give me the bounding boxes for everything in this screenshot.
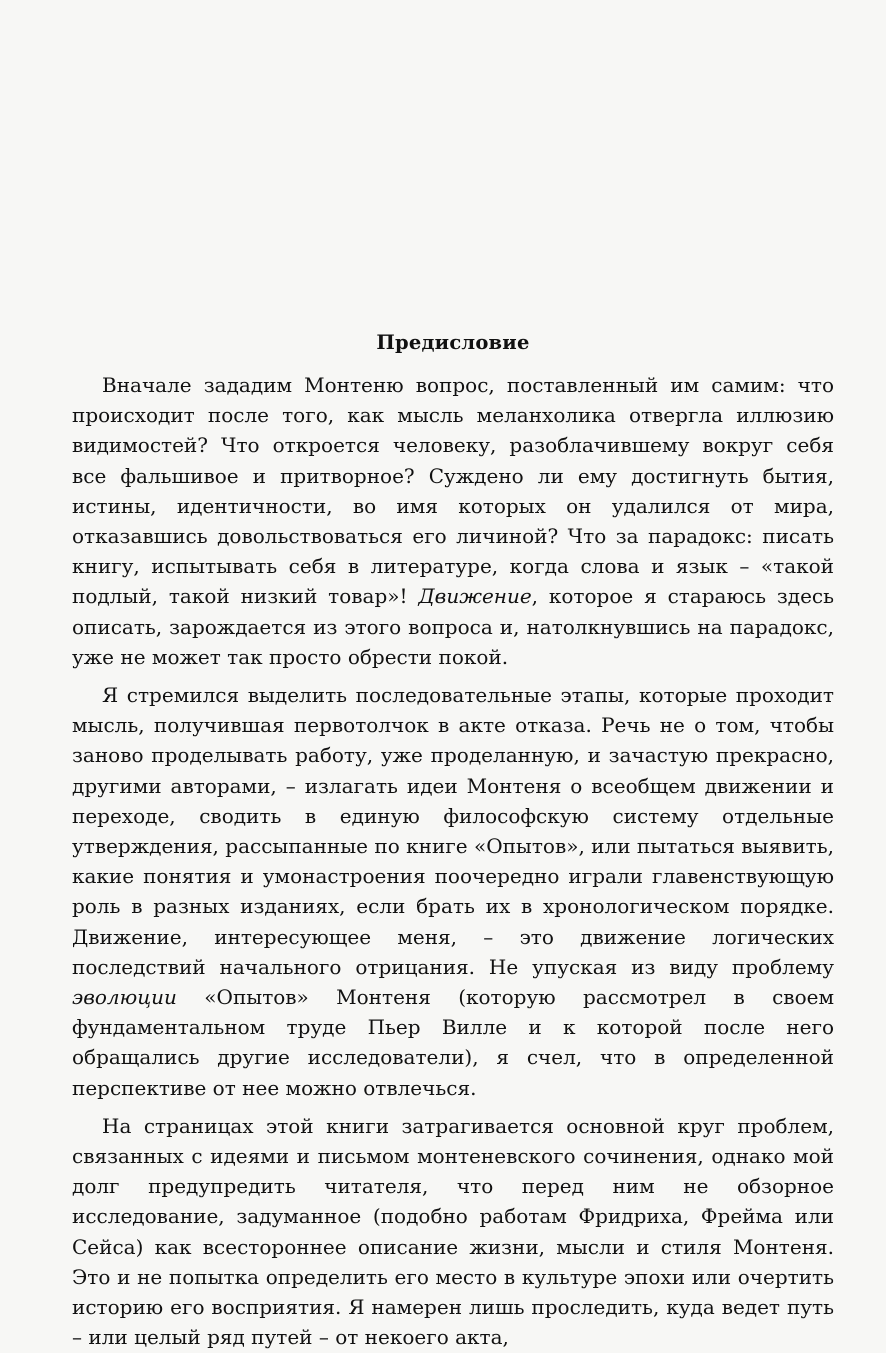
text-run: Вначале зададим Монтеню вопрос, поставленный им самим: что происходит после того, как мысль меланхолика отвергла иллюзию видимостей? Что откроется человеку, разоблачившему вокруг себя все фальшивое и притворное? Суждено ли ему достигнуть бытия, истины, идентичности, во имя которых он удалился от мира, отказавшись довольствоваться его личиной? Что за парадокс: писать книгу, испытывать себя в литературе, когда слова и язык – «такой подлый, такой низкий товар»! <box>72 373 834 609</box>
text-run: «Опытов» Монтеня (которую рассмотрел в своем фундаментальном труде Пьер Вилле и к которой после него обращались другие исследователи), я счел, что в определенной перспективе от нее можно отвлечься. <box>72 985 834 1100</box>
page-title: Предисловие <box>376 331 530 354</box>
show-through-text <box>72 38 834 62</box>
paragraph <box>72 680 834 1103</box>
text-run: На страницах этой книги затрагивается основной круг проблем, связанных с идеями и письмом монтеневского сочинения, однако мой долг предупредить читателя, что перед ним не обзорное исследование, задуманное (подобно работам Фридриха, Фрейма или Сейса) как всестороннее описание жизни, мысли и стиля Монтеня. Это и не попытка определить его место в культуре эпохи или очертить историю его восприятия. Я намерен лишь проследить, куда ведет путь – или целый ряд путей – от некоего акта, <box>72 1113 834 1350</box>
italic-text: Движение <box>418 584 532 609</box>
text-run: , которое я стараюсь здесь описать, зарождается из этого вопроса и, натолкнувшись на парадокс, уже не может так просто обрести покой. <box>72 584 834 669</box>
paragraph <box>72 1111 834 1353</box>
italic-text: эволюции <box>72 985 177 1010</box>
page-content <box>72 330 834 1353</box>
paragraph <box>72 370 834 672</box>
text-run: Я стремился выделить последовательные этапы, которые проходит мысль, получившая первотолчок в акте отказа. Речь не о том, чтобы заново проделывать работу, уже проделанную, и зачастую прекрасно, другими авторами, – излагать идеи Монтеня о всеобщем движении и переходе, сводить в единую философскую систему отдельные утверждения, рассыпанные по книге «Опытов», или пытаться выявить, какие понятия и умонастроения поочередно играли главенствующую роль в разных изданиях, если брать их в хронологическом порядке. Движение, интересующее меня, – это движение логических последствий начального отрицания. Не упуская из виду проблему <box>72 683 834 979</box>
body-text <box>72 370 834 1353</box>
